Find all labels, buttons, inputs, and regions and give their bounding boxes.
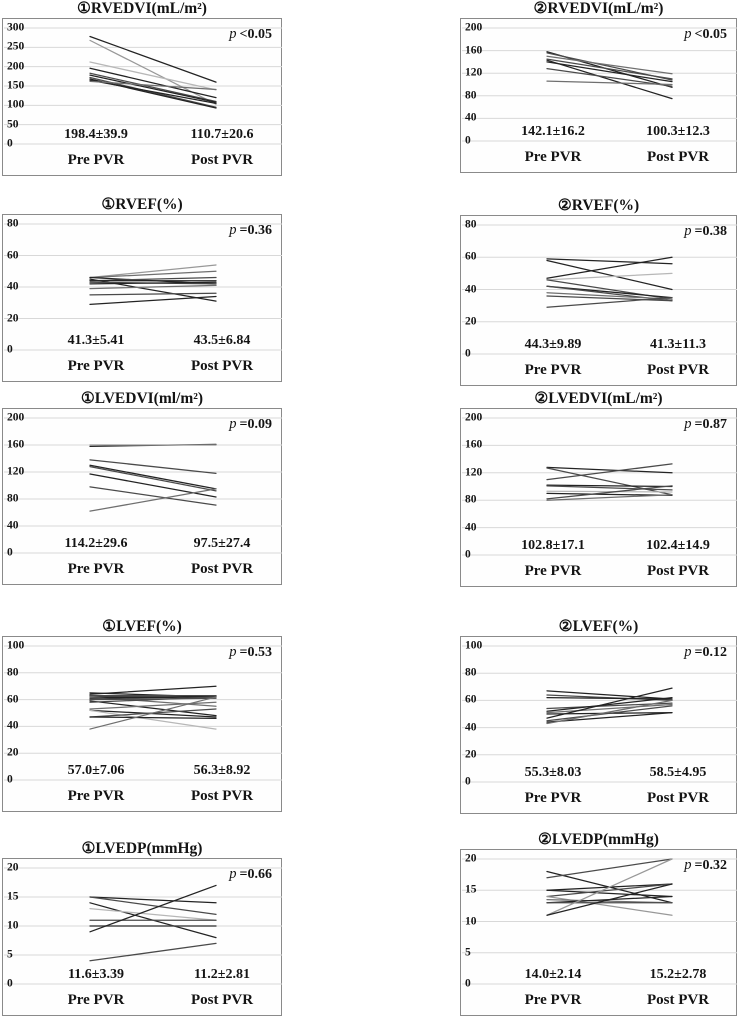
chart-frame	[2, 636, 282, 812]
chart-frame	[2, 408, 282, 585]
mean-post-label: 110.7±20.6	[190, 127, 254, 142]
mean-pre-label: 11.6±3.39	[68, 967, 124, 982]
y-tick-label: 100	[465, 639, 483, 652]
p-symbol: p	[684, 26, 692, 42]
p-value: =0.38	[694, 224, 727, 239]
plot-svg	[461, 850, 738, 1015]
patient-line	[547, 890, 672, 896]
x-label-pre: Pre PVR	[67, 992, 125, 1008]
chart-title: ②LVEDVI(mL/m²)	[534, 390, 663, 407]
y-tick-label: 120	[7, 465, 25, 478]
x-label-post: Post PVR	[190, 788, 254, 804]
patient-line	[90, 293, 216, 295]
x-label-pre: Pre PVR	[524, 563, 582, 579]
patient-line	[547, 298, 672, 308]
mean-post-label: 97.5±27.4	[193, 536, 251, 551]
p-value-label	[684, 857, 727, 874]
y-tick-label: 0	[7, 137, 13, 150]
y-tick-label: 80	[465, 89, 477, 102]
y-tick-label: 80	[465, 218, 477, 231]
y-tick-label: 0	[465, 977, 471, 990]
y-tick-label: 200	[465, 21, 483, 34]
chart-frame	[460, 849, 737, 1016]
x-label-pre: Pre PVR	[524, 992, 582, 1008]
y-tick-label: 20	[465, 315, 477, 327]
y-tick-label: 40	[7, 280, 19, 293]
chart-frame	[460, 408, 737, 587]
x-label-pre: Pre PVR	[67, 358, 125, 374]
y-tick-label: 40	[465, 282, 477, 295]
y-tick-label: 0	[465, 548, 471, 561]
plot-svg	[3, 409, 283, 584]
patient-line	[547, 859, 672, 878]
p-value: =0.09	[239, 417, 272, 432]
chart-frame	[460, 18, 737, 173]
mean-post-label: 11.2±2.81	[194, 967, 250, 982]
mean-pre-label: 55.3±8.03	[524, 765, 582, 780]
mean-pre-label: 44.3±9.89	[524, 337, 582, 352]
chart-frame	[460, 636, 737, 814]
x-label-post: Post PVR	[646, 563, 710, 579]
chart-panel-8	[460, 618, 737, 814]
patient-line	[90, 80, 216, 103]
y-tick-label: 10	[7, 919, 19, 932]
y-tick-label: 200	[7, 411, 25, 424]
y-tick-label: 0	[465, 775, 471, 788]
chart-frame	[2, 214, 282, 382]
p-value-label	[229, 416, 272, 433]
x-label-post: Post PVR	[646, 362, 710, 378]
y-tick-label: 15	[7, 890, 19, 903]
chart-title: ②RVEF(%)	[557, 197, 640, 214]
mean-post-label: 15.2±2.78	[649, 967, 707, 982]
y-tick-label: 300	[7, 21, 25, 34]
p-value: <0.05	[239, 27, 272, 42]
chart-panel-5	[2, 390, 282, 585]
chart-title: ②RVEDVI(mL/m²)	[533, 0, 664, 17]
y-tick-label: 60	[465, 250, 477, 263]
p-value-label	[229, 644, 272, 661]
patient-line	[90, 265, 216, 278]
p-symbol: p	[684, 857, 692, 873]
patient-line	[90, 271, 216, 277]
p-value: =0.87	[694, 417, 727, 432]
p-value-label	[684, 644, 727, 661]
patient-line	[90, 717, 216, 718]
p-value-label	[229, 26, 272, 43]
chart-panel-3	[2, 196, 282, 382]
chart-title: ①LVEDVI(ml/m²)	[80, 390, 204, 407]
y-tick-label: 160	[7, 438, 25, 451]
p-value: =0.12	[694, 645, 727, 660]
y-tick-label: 10	[465, 914, 477, 927]
x-label-post: Post PVR	[190, 358, 254, 374]
patient-line	[90, 487, 216, 505]
y-tick-label: 160	[465, 438, 483, 451]
y-tick-label: 20	[7, 861, 19, 874]
plot-svg	[461, 409, 738, 586]
x-label-pre: Pre PVR	[524, 149, 582, 165]
plot-svg	[461, 216, 738, 385]
y-tick-label: 60	[7, 692, 19, 705]
y-tick-label: 120	[465, 466, 483, 479]
x-label-post: Post PVR	[190, 152, 254, 168]
p-symbol: p	[229, 222, 237, 238]
y-tick-label: 0	[7, 546, 13, 559]
p-value-label	[684, 223, 727, 240]
chart-frame	[460, 215, 737, 386]
mean-pre-label: 41.3±5.41	[67, 333, 125, 348]
x-label-post: Post PVR	[190, 561, 254, 577]
y-tick-label: 250	[7, 40, 25, 53]
p-symbol: p	[684, 416, 692, 432]
y-tick-label: 60	[465, 693, 477, 706]
chart-title: ①RVEDVI(mL/m²)	[77, 0, 207, 17]
mean-post-label: 56.3±8.92	[193, 763, 251, 778]
x-label-post: Post PVR	[646, 992, 710, 1008]
y-tick-label: 40	[465, 520, 477, 533]
x-label-post: Post PVR	[190, 992, 254, 1008]
chart-panel-7	[2, 618, 282, 812]
y-tick-label: 200	[465, 411, 483, 424]
y-tick-label: 40	[7, 719, 19, 732]
p-value-label	[229, 866, 272, 883]
chart-title: ①RVEF(%)	[101, 196, 183, 213]
patient-line	[90, 460, 216, 474]
mean-pre-label: 114.2±29.6	[64, 536, 128, 551]
chart-panel-2	[460, 0, 737, 173]
p-value: =0.66	[239, 867, 272, 882]
y-tick-label: 200	[7, 59, 25, 72]
mean-post-label: 100.3±12.3	[646, 124, 710, 139]
p-symbol: p	[229, 866, 237, 882]
p-value: =0.36	[239, 223, 272, 238]
chart-panel-4	[460, 197, 737, 386]
y-tick-label: 20	[465, 748, 477, 761]
p-value-label	[229, 222, 272, 239]
x-label-pre: Pre PVR	[67, 152, 125, 168]
p-value: <0.05	[694, 27, 727, 42]
chart-title: ①LVEF(%)	[102, 618, 182, 635]
y-tick-label: 0	[465, 347, 471, 360]
patient-line	[90, 73, 216, 101]
y-tick-label: 5	[465, 946, 471, 958]
chart-frame	[2, 858, 282, 1016]
y-tick-label: 15	[465, 883, 477, 896]
chart-title: ②LVEF(%)	[558, 618, 639, 635]
patient-line	[547, 273, 672, 279]
p-symbol: p	[684, 644, 692, 660]
y-tick-label: 80	[7, 492, 19, 505]
y-tick-label: 80	[7, 666, 19, 679]
patient-line	[90, 489, 216, 511]
mean-pre-label: 142.1±16.2	[521, 124, 585, 139]
patient-line	[547, 259, 672, 264]
patient-line	[547, 859, 672, 915]
patient-line	[547, 59, 672, 79]
patient-line	[90, 467, 216, 491]
y-tick-label: 40	[7, 519, 19, 532]
y-tick-label: 0	[465, 134, 471, 147]
y-tick-label: 80	[7, 217, 19, 230]
y-tick-label: 120	[465, 66, 483, 79]
mean-post-label: 102.4±14.9	[646, 538, 710, 553]
x-label-post: Post PVR	[646, 790, 710, 806]
p-value: =0.32	[694, 858, 727, 873]
y-tick-label: 20	[7, 746, 19, 759]
patient-line	[90, 909, 216, 921]
x-label-pre: Pre PVR	[67, 561, 125, 577]
mean-post-label: 58.5±4.95	[649, 765, 707, 780]
y-tick-label: 0	[7, 773, 13, 786]
mean-pre-label: 102.8±17.1	[521, 538, 585, 553]
p-symbol: p	[229, 26, 237, 42]
y-tick-label: 100	[7, 639, 25, 652]
y-tick-label: 80	[465, 666, 477, 679]
x-label-pre: Pre PVR	[524, 362, 582, 378]
plot-svg	[461, 637, 738, 813]
patient-line	[90, 296, 216, 304]
y-tick-label: 20	[465, 852, 477, 865]
x-label-pre: Pre PVR	[67, 788, 125, 804]
p-value: =0.53	[239, 645, 272, 660]
mean-post-label: 41.3±11.3	[650, 337, 706, 352]
chart-panel-1	[2, 0, 282, 176]
patient-line	[90, 37, 216, 83]
p-symbol: p	[229, 416, 237, 432]
plot-svg	[3, 215, 283, 381]
y-tick-label: 40	[465, 720, 477, 733]
p-symbol: p	[684, 223, 692, 239]
y-tick-label: 20	[7, 311, 19, 324]
y-tick-label: 40	[465, 111, 477, 124]
y-tick-label: 80	[465, 493, 477, 506]
y-tick-label: 100	[7, 98, 25, 111]
y-tick-label: 150	[7, 79, 25, 92]
chart-title: ①LVEDP(mmHg)	[81, 840, 203, 857]
chart-frame	[2, 18, 282, 176]
y-tick-label: 160	[465, 43, 483, 56]
p-value-label	[684, 416, 727, 433]
y-tick-label: 0	[7, 343, 13, 356]
mean-pre-label: 57.0±7.06	[67, 763, 125, 778]
p-symbol: p	[229, 644, 237, 660]
plot-svg	[3, 637, 283, 811]
patient-line	[90, 943, 216, 960]
y-tick-label: 60	[7, 248, 19, 261]
x-label-pre: Pre PVR	[524, 790, 582, 806]
patient-line	[90, 686, 216, 694]
mean-post-label: 43.5±6.84	[193, 333, 251, 348]
y-tick-label: 0	[7, 977, 13, 990]
chart-panel-6	[460, 390, 737, 587]
chart-panel-10	[460, 831, 737, 1016]
mean-pre-label: 198.4±39.9	[64, 127, 128, 142]
y-tick-label: 5	[7, 948, 13, 961]
p-value-label	[684, 26, 727, 43]
mean-pre-label: 14.0±2.14	[524, 967, 582, 982]
y-tick-label: 50	[7, 117, 19, 130]
x-label-post: Post PVR	[646, 149, 710, 165]
chart-panel-9	[2, 840, 282, 1016]
chart-title: ②LVEDP(mmHg)	[538, 831, 659, 848]
